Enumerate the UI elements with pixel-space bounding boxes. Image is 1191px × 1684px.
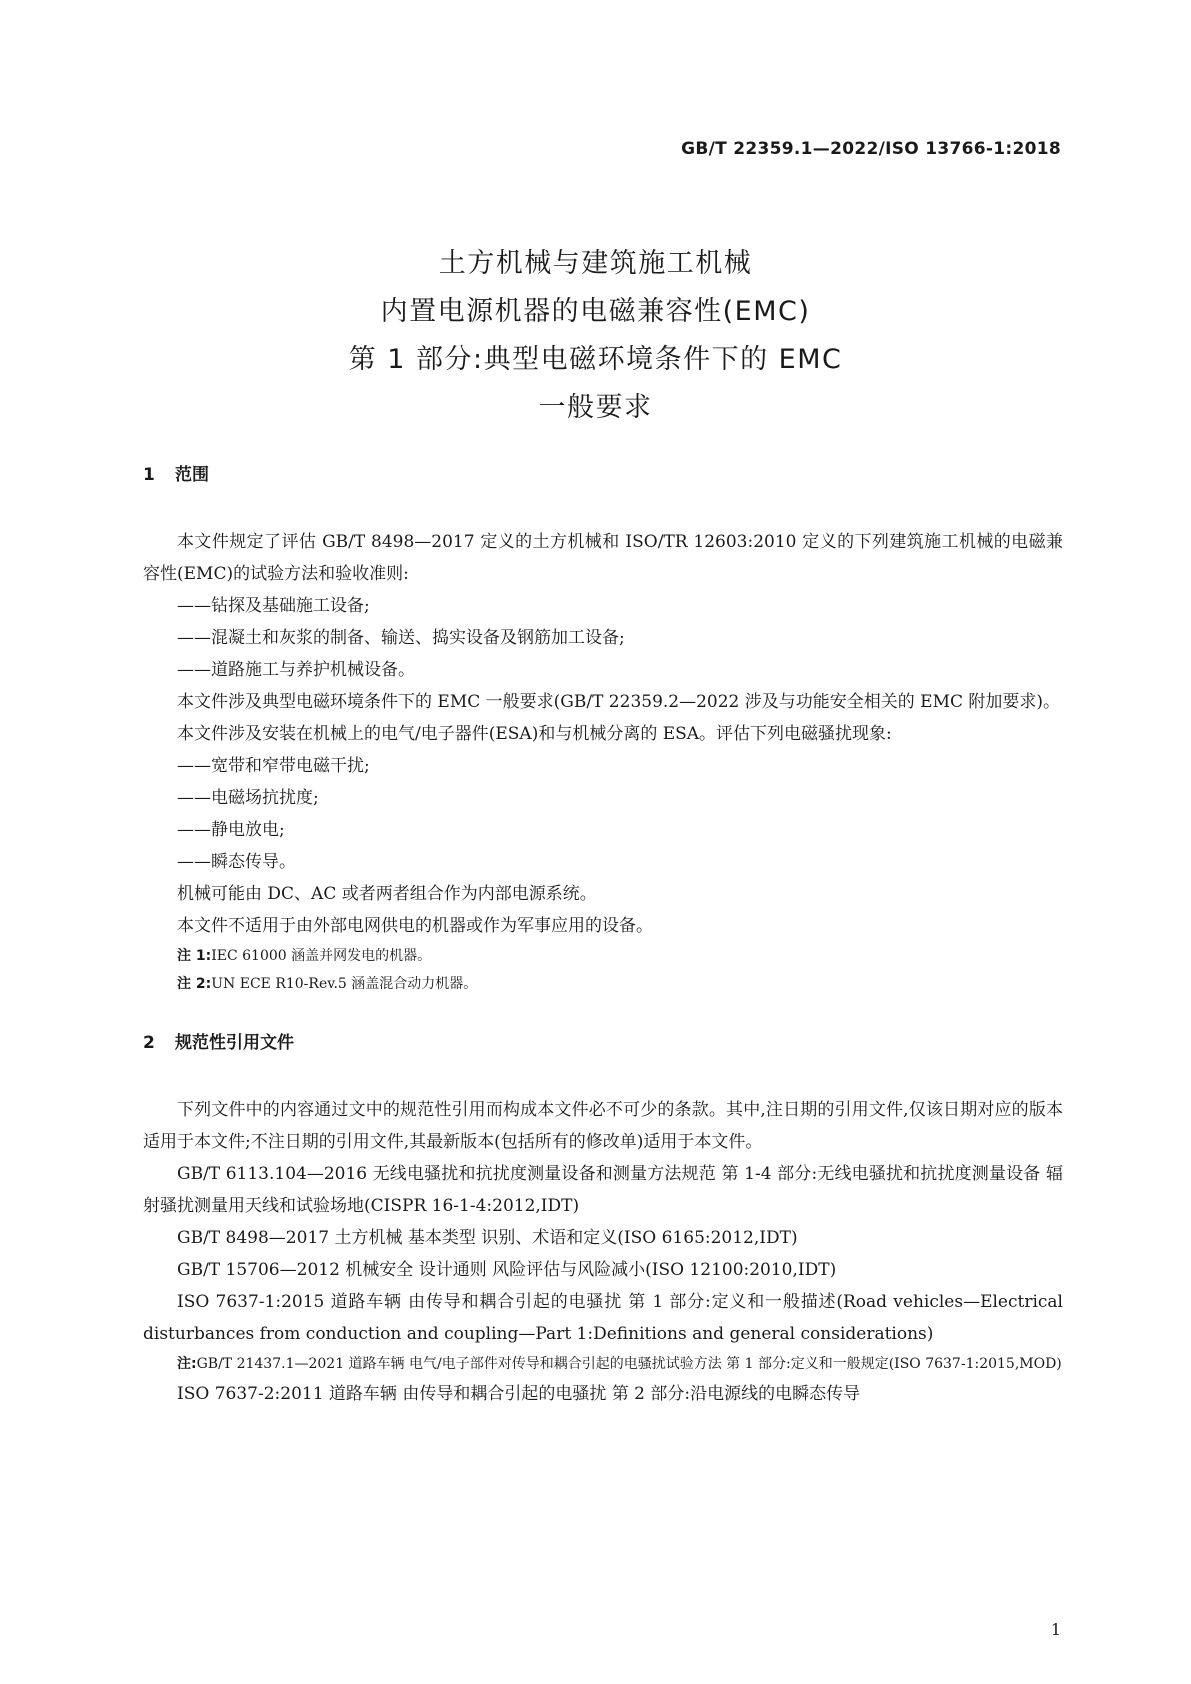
title-line: 内置电源机器的电磁兼容性(EMC)	[380, 296, 811, 327]
note-2	[143, 970, 1063, 998]
list-item: ——瞬态传导。	[177, 852, 296, 872]
list-item: ——静电放电;	[177, 820, 285, 840]
list-item: ——道路施工与养护机械设备。	[177, 660, 415, 680]
section-title: 规范性引用文件	[175, 1033, 294, 1053]
document-identifier: GB/T 22359.1—2022/ISO 13766-1:2018	[681, 139, 1061, 159]
scope-paragraph: 机械可能由 DC、AC 或者两者组合作为内部电源系统。	[177, 884, 597, 904]
reference-entry: GB/T 8498—2017 土方机械 基本类型 识别、术语和定义(ISO 6165:2012,IDT)	[177, 1228, 798, 1248]
document-title	[0, 240, 1191, 432]
section-heading-scope	[143, 460, 1063, 490]
section-number: 2	[143, 1033, 155, 1053]
reference-entry: ISO 7637-2:2011 道路车辆 由传导和耦合引起的电骚扰 第 2 部分:沿电源线的电瞬态传导	[177, 1384, 861, 1404]
scope-paragraph: 本文件不适用于由外部电网供电的机器或作为军事应用的设备。	[177, 916, 653, 936]
note-text: GB/T 21437.1—2021 道路车辆 电气/电子部件对传导和耦合引起的电骚扰试验方法 第 1 部分:定义和一般规定(ISO 7637-1:2015,MOD)	[196, 1356, 1062, 1372]
title-line: 一般要求	[538, 392, 653, 423]
reference-note	[143, 1350, 1063, 1378]
list-item: ——电磁场抗扰度;	[177, 788, 319, 808]
reference-entry: ISO 7637-1:2015 道路车辆 由传导和耦合引起的电骚扰 第 1 部分:定义和一般描述(Road vehicles—Electrical disturbances from conduction and coupling—Part 1:Definitions and general considerations)	[143, 1292, 1063, 1344]
title-line: 土方机械与建筑施工机械	[438, 248, 753, 279]
references-intro: 下列文件中的内容通过文中的规范性引用而构成本文件必不可少的条款。其中,注日期的引用文件,仅该日期对应的版本适用于本文件;不注日期的引用文件,其最新版本(包括所有的修改单)适用于本文件。	[143, 1100, 1063, 1152]
section-title: 范围	[175, 465, 209, 485]
reference-entry: GB/T 15706—2012 机械安全 设计通则 风险评估与风险减小(ISO 12100:2010,IDT)	[177, 1260, 837, 1280]
list-item: ——混凝土和灰浆的制备、输送、捣实设备及钢筋加工设备;	[177, 628, 625, 648]
note-text: IEC 61000 涵盖并网发电的机器。	[211, 948, 432, 964]
title-line: 第 1 部分:典型电磁环境条件下的 EMC	[348, 344, 843, 375]
section-heading-normative-references	[143, 1028, 1063, 1058]
document-body	[143, 460, 1063, 1410]
section-number: 1	[143, 465, 155, 485]
scope-paragraph: 本文件涉及安装在机械上的电气/电子器件(ESA)和与机械分离的 ESA。评估下列电磁骚扰现象:	[177, 724, 892, 744]
note-label: 注:	[177, 1356, 197, 1372]
scope-paragraph: 本文件规定了评估 GB/T 8498—2017 定义的土方机械和 ISO/TR 12603:2010 定义的下列建筑施工机械的电磁兼容性(EMC)的试验方法和验收准则:	[143, 532, 1063, 584]
page-number: 1	[1050, 1620, 1061, 1639]
note-label: 注 2:	[177, 976, 212, 992]
list-item: ——钻探及基础施工设备;	[177, 596, 370, 616]
reference-entry: GB/T 6113.104—2016 无线电骚扰和抗扰度测量设备和测量方法规范 第 1-4 部分:无线电骚扰和抗扰度测量设备 辐射骚扰测量用天线和试验场地(CISPR 16-1-4:2012,IDT)	[143, 1164, 1063, 1216]
note-text: UN ECE R10-Rev.5 涵盖混合动力机器。	[211, 976, 478, 992]
scope-paragraph: 本文件涉及典型电磁环境条件下的 EMC 一般要求(GB/T 22359.2—2022 涉及与功能安全相关的 EMC 附加要求)。	[177, 692, 1061, 712]
note-1	[143, 942, 1063, 970]
list-item: ——宽带和窄带电磁干扰;	[177, 756, 370, 776]
note-label: 注 1:	[177, 948, 212, 964]
